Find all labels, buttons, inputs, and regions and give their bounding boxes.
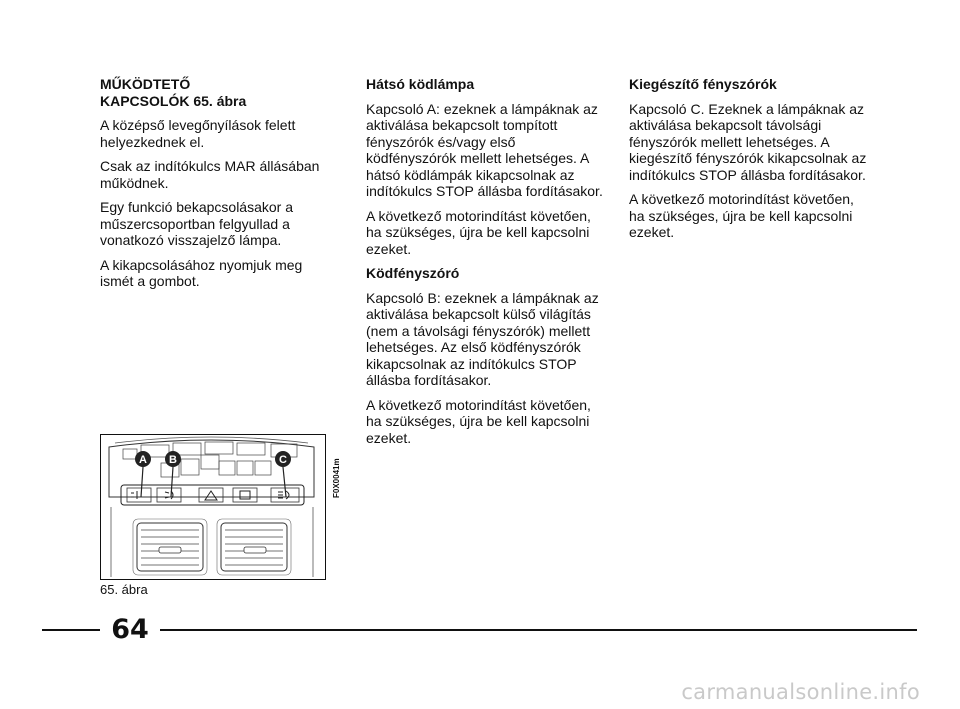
paragraph: Kapcsoló B: ezeknek a lámpáknak az aktiválása bekapcsolt külső világítás (nem a távolsági fényszórók) mellett lehetséges. Az első ködfényszórók kikapcsolnak az indítókulcs STOP állásba fordításakor. [366, 289, 599, 388]
figure-code-text: F0X0041m [332, 458, 341, 498]
section-heading [100, 76, 338, 109]
callout-a: A [139, 454, 147, 466]
footer-rule-right [160, 629, 917, 631]
paragraph: A következő motorindítást követően, ha szükséges, újra be kell kapcsolni ezeket. [366, 396, 591, 446]
column-2 [366, 76, 604, 454]
switch-panel-drawing [101, 435, 324, 578]
rear-fog-icon [131, 491, 137, 499]
watermark: carmanualsonline.info [681, 680, 920, 704]
callout-b: B [169, 454, 177, 466]
column-1 [100, 76, 338, 298]
callout-c: C [279, 454, 287, 466]
figure-65-switch-panel [100, 434, 326, 580]
section-heading-rear-fog: Hátsó ködlámpa [366, 76, 475, 92]
section-heading-fog-light: Ködfényszóró [366, 265, 460, 281]
figure-caption: 65. ábra [100, 582, 148, 597]
rear-defrost-icon [240, 491, 250, 499]
heading-line-2: KAPCSOLÓK 65. ábra [100, 92, 247, 109]
paragraph: Kapcsoló A: ezeknek a lámpáknak az aktiválása bekapcsolt tompított fényszórók és/vagy első ködfényszórók mellett lehetséges. A hátsó ködlámpák kikapcsolnak az indítókulcs STOP állásba fordításakor. [366, 100, 603, 199]
paragraph: A kikapcsolásához nyomjuk meg ismét a gombot. [100, 256, 303, 289]
aux-light-icon [278, 491, 289, 499]
paragraph: A következő motorindítást követően, ha szükséges, újra be kell kapcsolni ezeket. [366, 207, 591, 257]
hazard-icon [205, 491, 217, 500]
column-3 [629, 76, 867, 249]
heading-line-1: MŰKÖDTETŐ [100, 76, 191, 92]
paragraph: Egy funkció bekapcsolásakor a műszercsoportban felgyullad a vonatkozó visszajelző lámpa. [100, 199, 293, 248]
figure-code [330, 430, 342, 500]
page-number: 64 [111, 614, 149, 645]
section-heading-aux-lights: Kiegészítő fényszórók [629, 76, 777, 92]
paragraph: A következő motorindítást követően, ha szükséges, újra be kell kapcsolni ezeket. [629, 191, 854, 240]
paragraph: A középső levegőnyílások felett helyezkednek el. [100, 117, 296, 150]
footer-rule-left [42, 629, 100, 631]
paragraph: Csak az indítókulcs MAR állásában működnek. [100, 158, 320, 191]
paragraph: Kapcsoló C. Ezeknek a lámpáknak az aktiválása bekapcsolt távolsági fényszórók mellett lehetséges. A kiegészítő fényszórók kikapcsolnak az indítókulcs STOP állásba fordításakor. [629, 100, 867, 183]
